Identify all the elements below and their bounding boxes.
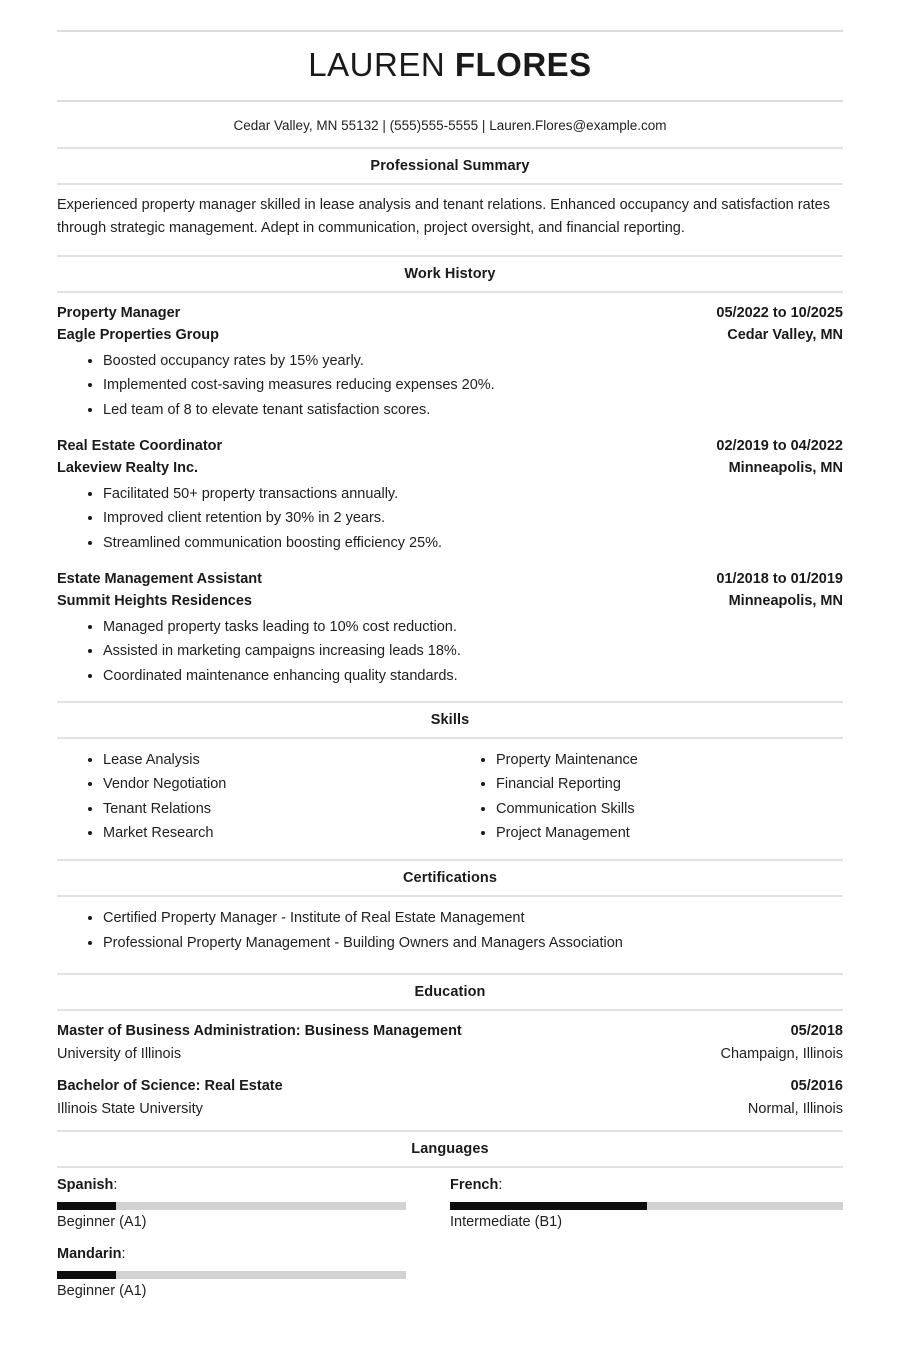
certification-item: Certified Property Manager - Institute of Real Estate Management: [103, 906, 843, 930]
education-entry-subline: [57, 1043, 843, 1065]
certifications-section: [57, 897, 843, 973]
work-entry-subline: [57, 590, 843, 612]
skill-item: Communication Skills: [496, 797, 843, 821]
degree-major: Business Management: [304, 1023, 462, 1040]
language-name: French: [450, 1176, 499, 1193]
work-entry-subline: [57, 324, 843, 346]
language-level: Intermediate (B1): [450, 1213, 563, 1230]
education-degree: [57, 1075, 283, 1097]
section-heading-skills: Skills: [430, 711, 470, 728]
education-entry: [57, 1075, 843, 1130]
skills-columns: [57, 748, 843, 859]
work-entry-headline: [57, 435, 843, 457]
work-entry-headline: [57, 568, 843, 590]
job-bullet-list: [57, 615, 843, 688]
section-heading-certifications: Certifications: [402, 870, 498, 887]
work-entry: [57, 302, 843, 435]
page-title: [57, 46, 843, 84]
education-location: Champaign, Illinois: [720, 1045, 843, 1062]
language-name: Spanish: [57, 1176, 114, 1193]
education-location: Normal, Illinois: [747, 1100, 843, 1117]
work-entry-headline: [57, 302, 843, 324]
skill-item: Property Maintenance: [496, 748, 843, 772]
job-company: Summit Heights Residences: [57, 593, 252, 610]
job-company: Lakeview Realty Inc.: [57, 460, 199, 477]
language-proficiency-fill: [450, 1202, 647, 1210]
section-heading-work-history: Work History: [404, 265, 496, 282]
language-proficiency-bar: [450, 1202, 843, 1210]
name-block: [57, 32, 843, 100]
degree-name: Bachelor of Science: [57, 1078, 196, 1095]
job-bullet: Improved client retention by 30% in 2 years.: [103, 506, 843, 530]
language-item: [450, 1177, 843, 1246]
certification-list: [57, 906, 843, 973]
job-title: Estate Management Assistant: [57, 570, 262, 587]
last-name: FLORES: [454, 46, 592, 83]
job-location: Minneapolis, MN: [728, 593, 843, 610]
degree-major: Real Estate: [204, 1078, 283, 1095]
section-heading-education: Education: [414, 984, 486, 1001]
first-name: LAUREN: [308, 46, 446, 83]
language-name: Mandarin: [57, 1245, 122, 1262]
job-bullet: Assisted in marketing campaigns increasing leads 18%.: [103, 639, 843, 663]
education-school: University of Illinois: [57, 1045, 182, 1062]
language-level: Beginner (A1): [57, 1213, 147, 1230]
education-entry-headline: [57, 1075, 843, 1097]
certification-item: Professional Property Management - Building Owners and Managers Association: [103, 931, 843, 955]
job-bullet: Boosted occupancy rates by 15% yearly.: [103, 349, 843, 373]
language-item: [57, 1246, 450, 1315]
job-title: Real Estate Coordinator: [57, 437, 223, 454]
education-entry-headline: [57, 1020, 843, 1042]
skill-item: Financial Reporting: [496, 772, 843, 796]
job-bullet: Managed property tasks leading to 10% cost reduction.: [103, 615, 843, 639]
language-name-row: [57, 1177, 406, 1202]
education-section: [57, 1011, 843, 1130]
job-bullet-list: [57, 482, 843, 555]
skills-section: [57, 739, 843, 859]
summary-section: [57, 185, 843, 255]
language-item: [57, 1177, 450, 1246]
education-entry: [57, 1020, 843, 1075]
education-date: 05/2016: [790, 1078, 843, 1095]
skill-item: Tenant Relations: [103, 797, 450, 821]
job-title: Property Manager: [57, 304, 181, 321]
job-dates: 05/2022 to 10/2025: [716, 304, 843, 321]
education-degree: [57, 1020, 462, 1042]
language-proficiency-bar: [57, 1271, 406, 1279]
section-heading-languages: Languages: [411, 1140, 489, 1157]
education-school: Illinois State University: [57, 1100, 203, 1117]
degree-separator: :: [295, 1023, 305, 1040]
languages-section: [57, 1168, 843, 1325]
work-entry-subline: [57, 457, 843, 479]
skill-item: Market Research: [103, 821, 450, 845]
job-bullet: Streamlined communication boosting efficiency 25%.: [103, 531, 843, 555]
job-location: Minneapolis, MN: [728, 460, 843, 477]
contact-line: Cedar Valley, MN 55132 | (555)555-5555 | Lauren.Flores@example.com: [233, 117, 667, 133]
language-level: Beginner (A1): [57, 1282, 147, 1299]
skill-item: Lease Analysis: [103, 748, 450, 772]
job-location: Cedar Valley, MN: [727, 327, 843, 344]
job-company: Eagle Properties Group: [57, 327, 219, 344]
job-bullet: Led team of 8 to elevate tenant satisfaction scores.: [103, 398, 843, 422]
degree-separator: :: [195, 1078, 205, 1095]
language-colon: :: [113, 1176, 118, 1193]
education-date: 05/2018: [790, 1023, 843, 1040]
degree-name: Master of Business Administration: [57, 1023, 296, 1040]
job-bullet: Coordinated maintenance enhancing quality standards.: [103, 664, 843, 688]
language-name-row: [57, 1246, 406, 1271]
languages-grid: [57, 1177, 843, 1325]
job-bullet: Implemented cost-saving measures reducing expenses 20%.: [103, 373, 843, 397]
work-entry: [57, 435, 843, 568]
summary-text: Experienced property manager skilled in lease analysis and tenant relations. Enhanced occupancy and satisfaction rates through strategic management. Adept in communication, project oversight, and financial reporting.: [57, 196, 830, 237]
language-proficiency-fill: [57, 1202, 116, 1210]
job-bullet: Facilitated 50+ property transactions annually.: [103, 482, 843, 506]
skills-column-left: [57, 748, 450, 845]
skill-item: Project Management: [496, 821, 843, 845]
work-history-section: [57, 293, 843, 701]
section-heading-summary: Professional Summary: [370, 157, 530, 174]
language-colon: :: [498, 1176, 503, 1193]
skill-item: Vendor Negotiation: [103, 772, 450, 796]
job-dates: 01/2018 to 01/2019: [716, 570, 843, 587]
language-name-row: [450, 1177, 843, 1202]
work-entry: [57, 568, 843, 701]
job-dates: 02/2019 to 04/2022: [716, 437, 843, 454]
skills-column-right: [450, 748, 843, 845]
language-proficiency-fill: [57, 1271, 116, 1279]
job-bullet-list: [57, 349, 843, 422]
language-colon: :: [121, 1245, 126, 1262]
language-proficiency-bar: [57, 1202, 406, 1210]
education-entry-subline: [57, 1098, 843, 1120]
